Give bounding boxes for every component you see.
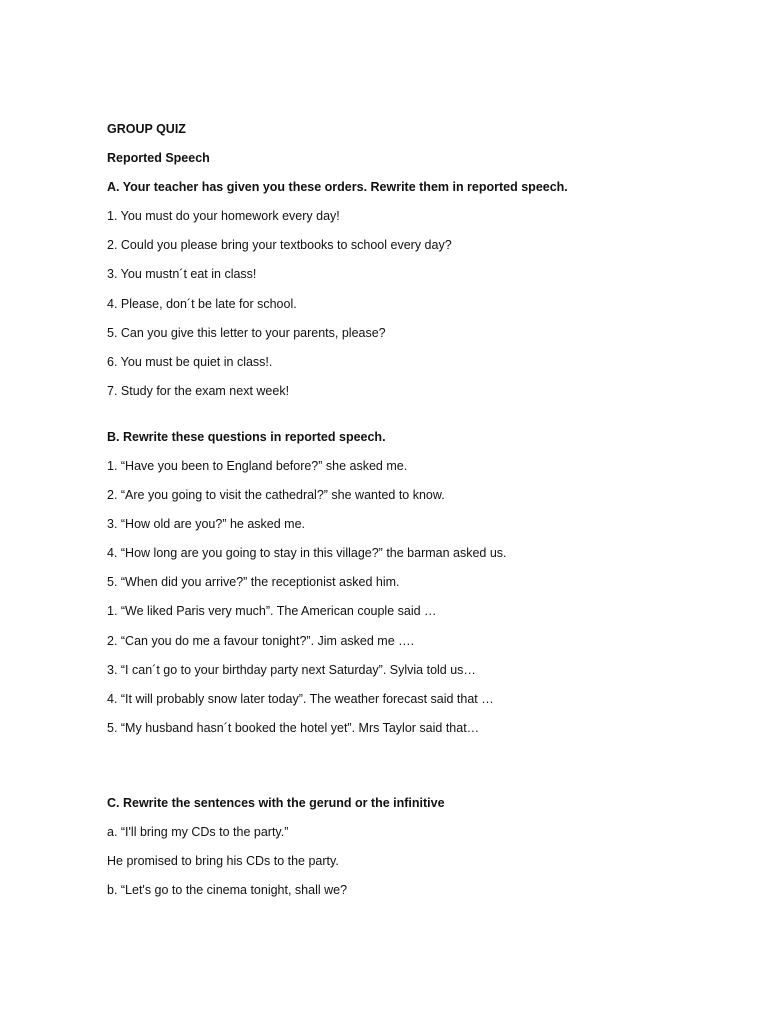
section-a-item: 3. You mustn´t eat in class!	[107, 267, 257, 282]
section-b-item: 3. “I can´t go to your birthday party next Saturday”. Sylvia told us…	[107, 662, 476, 677]
section-a-item: 2. Could you please bring your textbooks to school every day?	[107, 238, 452, 253]
section-a-item: 6. You must be quiet in class!.	[107, 354, 273, 369]
section-b-item: 5. “When did you arrive?” the receptionist asked him.	[107, 575, 400, 590]
document-subtitle: Reported Speech	[107, 151, 210, 166]
section-b-item: 2. “Are you going to visit the cathedral?” she wanted to know.	[107, 488, 445, 503]
section-a-item: 5. Can you give this letter to your parents, please?	[107, 325, 386, 340]
section-c-item: b. “Let's go to the cinema tonight, shall we?	[107, 883, 348, 898]
section-b-item: 2. “Can you do me a favour tonight?”. Jim asked me ….	[107, 633, 415, 648]
section-b-item: 4. “It will probably snow later today”. The weather forecast said that …	[107, 691, 494, 706]
section-c-item: He promised to bring his CDs to the party.	[107, 853, 339, 868]
document-content	[107, 121, 707, 911]
section-a-item: 1. You must do your homework every day!	[107, 209, 340, 224]
section-b-item: 4. “How long are you going to stay in this village?” the barman asked us.	[107, 546, 507, 561]
document-title: GROUP QUIZ	[107, 122, 186, 136]
section-a-item: 4. Please, don´t be late for school.	[107, 296, 297, 311]
section-c-item: a. “I'll bring my CDs to the party.”	[107, 824, 289, 839]
section-a-heading: A. Your teacher has given you these orders. Rewrite them in reported speech.	[107, 180, 568, 195]
section-b-item: 1. “We liked Paris very much”. The American couple said …	[107, 604, 437, 619]
section-b-item: 5. “My husband hasn´t booked the hotel yet”. Mrs Taylor said that…	[107, 720, 480, 735]
section-b-item: 3. “How old are you?” he asked me.	[107, 517, 306, 532]
section-b-heading: B. Rewrite these questions in reported speech.	[107, 429, 386, 444]
section-a-item: 7. Study for the exam next week!	[107, 383, 290, 398]
section-b-item: 1. “Have you been to England before?” she asked me.	[107, 458, 408, 473]
section-c-heading: C. Rewrite the sentences with the gerund or the infinitive	[107, 795, 445, 810]
